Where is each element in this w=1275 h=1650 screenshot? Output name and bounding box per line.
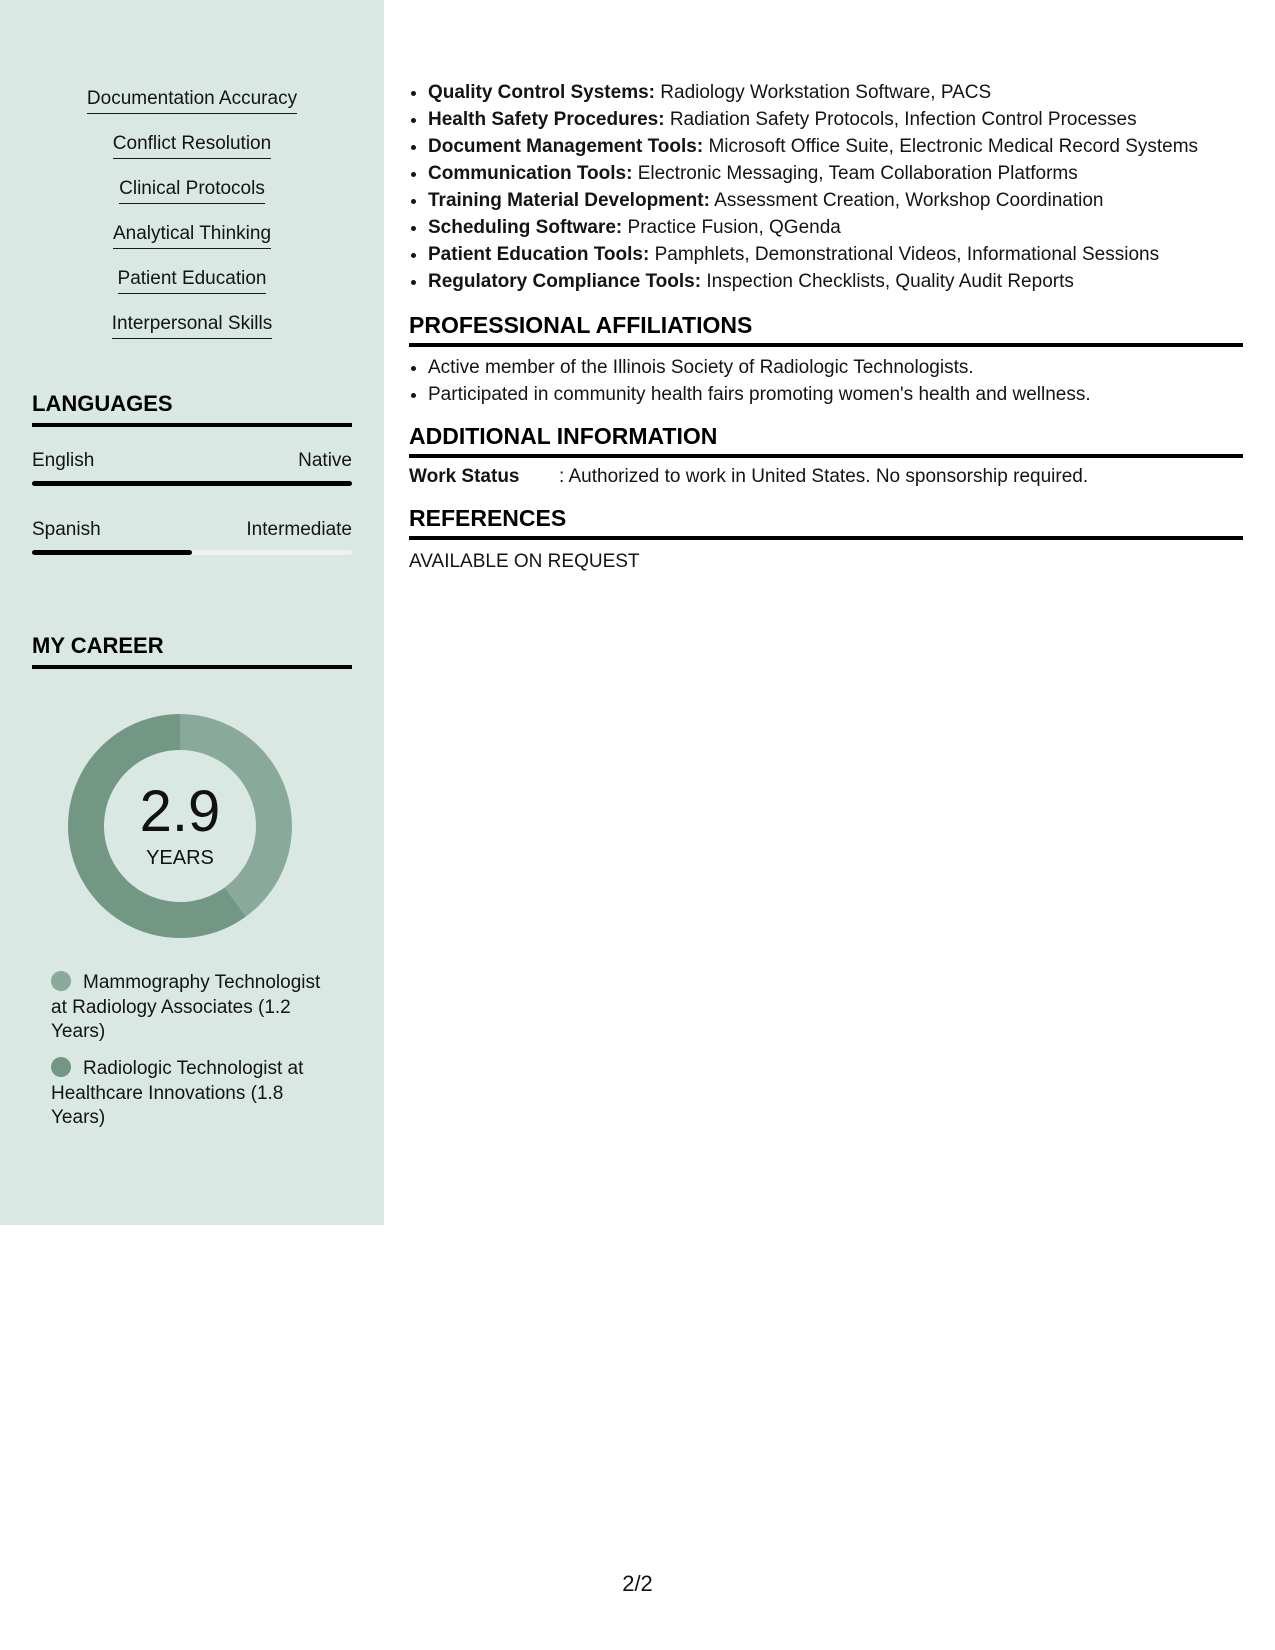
tool-value: Pamphlets, Demonstrational Videos, Informational Sessions xyxy=(654,244,1160,265)
tool-label: Training Material Development: xyxy=(428,190,710,211)
affiliations-heading: PROFESSIONAL AFFILIATIONS xyxy=(409,311,1243,347)
references-heading: REFERENCES xyxy=(409,504,1243,540)
affiliations-list xyxy=(409,354,1262,408)
tool-item xyxy=(428,187,1262,214)
work-status-value: : Authorized to work in United States. No sponsorship required. xyxy=(559,466,1089,487)
tool-label: Scheduling Software: xyxy=(428,217,623,238)
language-level: Intermediate xyxy=(246,519,352,540)
skill-item xyxy=(0,177,384,222)
tool-item xyxy=(428,268,1262,295)
affiliation-item: • Active member of the Illinois Society of Radiologic Technologists. xyxy=(428,354,1262,381)
career-total-years: 2.9 xyxy=(139,779,221,844)
language-name: English xyxy=(32,450,95,471)
tool-item xyxy=(428,241,1262,268)
tool-label: Communication Tools: xyxy=(428,163,633,184)
tool-value: Radiation Safety Protocols, Infection Control Processes xyxy=(669,109,1137,130)
tool-value: Electronic Messaging, Team Collaboration Platforms xyxy=(637,163,1078,184)
affiliation-item: • Participated in community health fairs promoting women's health and wellness. xyxy=(428,381,1262,408)
skill-label: Patient Education xyxy=(118,267,267,294)
tool-label: Regulatory Compliance Tools: xyxy=(428,271,702,292)
tool-value: Practice Fusion, QGenda xyxy=(627,217,841,238)
tool-value: Assessment Creation, Workshop Coordination xyxy=(714,190,1104,211)
tool-item xyxy=(428,160,1262,187)
skill-item xyxy=(0,222,384,267)
language-name: Spanish xyxy=(32,519,101,540)
language-row xyxy=(32,449,352,473)
skill-label: Analytical Thinking xyxy=(113,222,271,249)
skill-item xyxy=(0,267,384,312)
career-heading: MY CAREER xyxy=(32,632,352,669)
language-proficiency-fill xyxy=(32,550,192,555)
tool-label: Health Safety Procedures: xyxy=(428,109,665,130)
tool-value: Microsoft Office Suite, Electronic Medical Record Systems xyxy=(708,136,1199,157)
career-legend-item xyxy=(51,1057,336,1131)
tool-value: Radiology Workstation Software, PACS xyxy=(660,82,992,103)
skill-label: Conflict Resolution xyxy=(113,132,271,159)
tool-label: Document Management Tools: xyxy=(428,136,704,157)
language-level: Native xyxy=(298,450,352,471)
skill-label: Documentation Accuracy xyxy=(87,87,297,114)
additional-info-heading: ADDITIONAL INFORMATION xyxy=(409,422,1243,458)
skill-label: Clinical Protocols xyxy=(119,177,265,204)
tool-item xyxy=(428,214,1262,241)
language-proficiency-fill xyxy=(32,481,352,486)
skill-item xyxy=(0,87,384,132)
page-number: 2/2 xyxy=(622,1571,653,1596)
language-proficiency-bar xyxy=(32,550,352,555)
tool-label: Patient Education Tools: xyxy=(428,244,650,265)
language-proficiency-bar xyxy=(32,481,352,486)
career-total-unit: YEARS xyxy=(146,847,214,869)
skills-list xyxy=(0,87,384,357)
work-status-label: Work Status xyxy=(409,466,520,487)
languages-heading: LANGUAGES xyxy=(32,390,352,427)
career-legend-label: Mammography Technologist at Radiology Associates (1.2 Years) xyxy=(51,972,321,1042)
tool-item xyxy=(428,133,1262,160)
tools-list xyxy=(409,79,1262,295)
language-row xyxy=(32,518,352,542)
career-legend-item xyxy=(51,971,336,1045)
tool-value: Inspection Checklists, Quality Audit Reports xyxy=(706,271,1074,292)
legend-dot-icon xyxy=(51,971,71,991)
sidebar xyxy=(0,0,384,1225)
skill-item xyxy=(0,132,384,177)
legend-dot-icon xyxy=(51,1057,71,1077)
skill-item xyxy=(0,312,384,357)
tool-label: Quality Control Systems: xyxy=(428,82,655,103)
skill-label: Interpersonal Skills xyxy=(112,312,273,339)
career-legend-label: Radiologic Technologist at Healthcare Innovations (1.8 Years) xyxy=(51,1058,304,1128)
tool-item xyxy=(428,79,1262,106)
references-text: AVAILABLE ON REQUEST xyxy=(409,551,640,572)
work-status-row xyxy=(409,463,1243,490)
tool-item xyxy=(428,106,1262,133)
